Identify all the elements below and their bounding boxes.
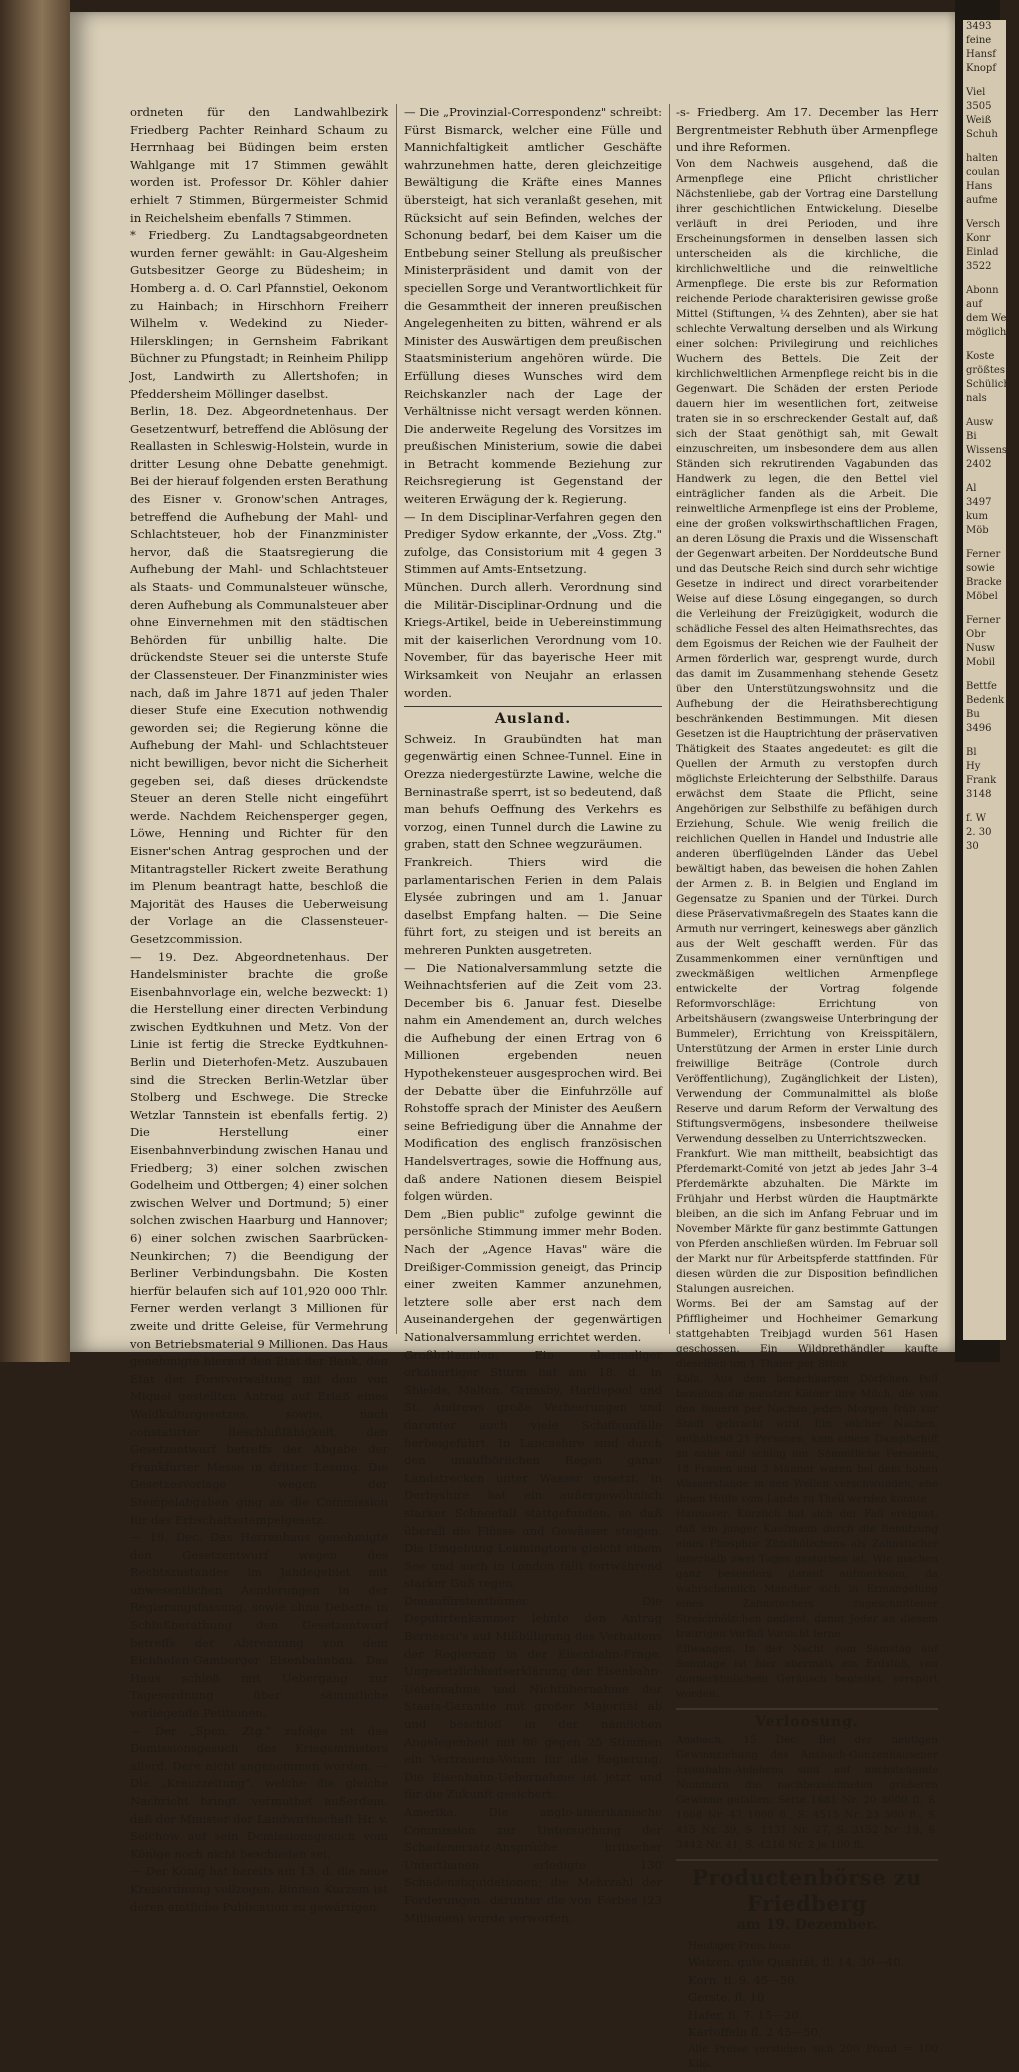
article-paragraph: Frankfurt. Wie man mittheilt, beabsichtigt das Pferdemarkt-Comité von jetzt ab jedes Jahr 3–4 Pferdemärkte abzuhalten. Die Märkte im Frühjahr und Herbst würden die Hauptmärkte bleiben, an die sich im Anfang Februar und im November Märkte für ganz bestimmte Gattungen von Pferden anschließen würden. Im Februar soll der Markt nur für Arbeitspferde stattfinden. Für diesen würden die zur Disposition befindlichen Stalungen ausreichen. bbox=[676, 1147, 938, 1295]
column-2 bbox=[404, 104, 662, 1925]
article-paragraph: — Der „Spen. Ztg." zufolge ist das Demissionsgesuch des Kriegsministers allerd. Dere nicht angenommen worden. — Die „Kreuzzeitung", welche die gleiche Nachricht bringt, vermuthet außerdem, daß der Minister der Landwirthschaft Hr. v. Selchow auf sein Demissionsgesuch vom Könige noch nicht beschieden sei. bbox=[130, 1723, 388, 1861]
adjacent-page-fragment: Bu bbox=[966, 709, 980, 720]
article-paragraph: Dem „Bien public" zufolge gewinnt die persönliche Stimmung immer mehr Boden. Nach der „Agence Havas" wäre die Dreißiger-Commission geneigt, das Princip einer zweiten Kammer anzunehmen, letztere solle aber erst nach dem Auseinandergehen der gegenwärtigen Nationalversammlung errichtet werden. bbox=[404, 1206, 662, 1344]
article-paragraph: * Friedberg. Zu Landtagsabgeordneten wurden ferner gewählt: in Gau-Algesheim Gutsbesitzer George zu Büdesheim; in Homberg a. d. O. Carl Pfannstiel, Oekonom zu Hainbach; in Hirschhorn Freiherr Wilhelm v. Wedekind zu Nieder-Hilersklingen; in Gernsheim Fabrikant Büchner zu Pfungstadt; in Reinheim Philipp Jost, Landwirth zu Allertshofen; in Pfeddersheim Möllinger daselbst. bbox=[130, 228, 388, 401]
adjacent-page-fragment: kum bbox=[966, 511, 988, 522]
adjacent-page-fragment: 3496 bbox=[966, 723, 992, 734]
column-divider bbox=[396, 104, 397, 1334]
adjacent-page-fragment: Abonn bbox=[966, 285, 999, 296]
article-paragraph: Großbritannien. Ein abermaliger orkanartiger Sturm hat am 18. d. in Shields, Malton, Grimsby, Hartlepool und St. Andrews große Verheerungen und darunter auch viele Schiffsunfälle herbeigeführt. In Lancashire sind durch den unaufhörlichen Regen ganze Landstrecken unter Wasser gesetzt, in Derbyshire hat ein außergewöhnlich starker Schneefall stattgefunden, so daß überall die Flüsse und Gewässer steigen. Die Umgebung Leamington's gleicht einem See und auch in London fällt fortwährend starker Guß regen. bbox=[404, 1347, 662, 1591]
column-1 bbox=[130, 104, 388, 1914]
article-paragraph: — Die „Provinzial-Correspondenz" schreibt: Fürst Bismarck, welcher eine Fülle und Mannichfaltigkeit amtlicher Geschäfte wahrzunehmen hatte, deren gleichzeitige Bewältigung die Kräfte eines Mannes übersteigt, hat sich veranlaßt gesehen, mit Rücksicht auf sein Befinden, welches der Schonung bedarf, bei dem Kaiser um die Entbebung seiner Stellung als preußischer Ministerpräsident und damit von der speciellen Sorge und Verantwortlichkeit für die Gesammtheit der inneren preußischen Angelegenheiten zu bitten, während er als Minister des Auswärtigen dem preußischen Staatsministerium angehören würde. Die Erfüllung dieses Wunsches wird dem Reichskanzler nach der Lage der Verhältnisse nicht versagt werden können. Die anderweite Regelung des Vorsitzes im preußischen Ministerium, sowie die dabei in Betracht kommende Beziehung zur Reichsregierung ist Gegenstand der weiteren Erwägung der k. Regierung. bbox=[404, 105, 662, 507]
adjacent-page-fragment: f. W bbox=[966, 813, 986, 824]
adjacent-page-fragment: Weiß bbox=[966, 115, 992, 126]
article-paragraph: — 19. Dez. Abgeordnetenhaus. Der Handelsminister brachte die große Eisenbahnvorlage ein, welche bezweckt: 1) die Herstellung einer directen Verbindung zwischen Eydtkuhnen und Metz. Von der Linie ist fertig die Strecke Eydtkuhnen-Berlin und Dieterhofen-Metz. Auszubauen sind die Strecken Berlin-Wetzlar über Stolberg und Eschwege. Die Strecke Wetzlar Tannstein ist ebenfalls fertig. 2) Die Herstellung einer Eisenbahnverbindung zwischen Hanau und Friedberg; 3) einer solchen zwischen Godelheim und Ottbergen; 4) einer solchen zwischen Welver und Dortmund; 5) einer solchen zwischen Haarburg und Hannover; 6) einer solchen zwischen Saarbrücken-Neunkirchen; 7) die Beendigung der Berliner Verbindungsbahn. Die Kosten hierfür belaufen sich auf 101,920 000 Thlr. Ferner werden verlangt 3 Millionen für zweite und dritte Geleise, für Vermehrung von Betriebsmaterial 9 Millionen. Das Haus genehmigte hierauf den Etat der Bank, den Etat der Forstverwaltung mit dem von Miquel gestellten Antrag auf Erlaß eines Waldkulturgesetzes, sowie, nach constatirter Beschlußfähigkeit, den Gesetzentwurf betreffs der Abgabe der Frankfurter Messe in dritter Lesung. Die Gesetzesvorlage wegen der Stempelabgaben ging an die Commission für das Erbschaftsstempelgesetz. bbox=[130, 949, 388, 1527]
adjacent-page-fragment: feine bbox=[966, 35, 992, 46]
article-paragraph: — 19. Dec. Das Herrenhaus genehmigte den Gesetzentwurf wegen des Rechtszustandes im Jahdegebiet mit unwesentlichen Aenderungen in der Regierungsfassung, sowie ohne Debatte in Schlußberathung den Gesetzentwurf betreffs der Abtrennung von dem Eichhofen-Gamberger Eisenbahnbau. Das Haus schloß mit Uebergang zur Tagesordnung über sämmtliche vorliegende Petitionen. bbox=[130, 1530, 388, 1721]
adjacent-page-fragment: 3522 bbox=[966, 261, 992, 272]
adjacent-page-fragment: Bedenk bbox=[966, 695, 1005, 706]
adjacent-page-fragment: aufme bbox=[966, 195, 998, 206]
adjacent-page-fragment: Nusw bbox=[966, 643, 995, 654]
verloosung-text: Ansbach, 15 Dec. Bei der heutigen Gewinnziehung des Ansbach-Gunzenhausener Eisenbahn-Anlehens sind auf nachstehende Nummern die nachbezeichneten größeren Gewinne gefallen: Serie 1681 Nr. 20 8000 fl. S. 1668 Nr. 47 1000 fl., S. 4515 Nr. 23 500 fl., S. 415 Nr. 39, S. 1131 Nr. 27, S. 3152 Nr. 19, S. 3442 Nr. 41, S. 4216 Nr. 2 je 100 fl. bbox=[676, 1734, 938, 1852]
adjacent-page-fragment: Frank bbox=[966, 775, 997, 786]
boerse-footer: Alle Preise verstehen sich 200 Pfund = 100 Kilo. bbox=[688, 2042, 938, 2070]
boerse-date: am 19. Dezember. bbox=[736, 1917, 878, 1934]
section-divider bbox=[676, 1859, 938, 1861]
adjacent-page-fragment: Ferner bbox=[966, 615, 1001, 626]
adjacent-page-fragment: Konr bbox=[966, 233, 991, 244]
adjacent-page-fragment: Bi bbox=[966, 431, 977, 442]
adjacent-page-fragment: sowie bbox=[966, 563, 995, 574]
price-item: Waizen, gute Qualität, fl. 14. 30—40. bbox=[688, 1954, 905, 1969]
adjacent-page-fragment: 3497 bbox=[966, 497, 992, 508]
adjacent-page-fragment: Obr bbox=[966, 629, 986, 640]
column-divider bbox=[669, 104, 670, 1334]
article-paragraph: — Der König hat bereits am 13. d. die neue Kreisordnung vollzogen. Binnen Kurzem ist deren amtliche Publication zu gewärtigen. bbox=[130, 1864, 388, 1914]
verloosung-heading: Verloosung. bbox=[755, 1713, 859, 1730]
article-paragraph: Frankreich. Thiers wird die parlamentarischen Ferien in dem Palais Elysée zubringen und am 1. Januar daselbst Empfang halten. — Die Seine führt fort, zu steigen und ist bereits an mehreren Punkten ausgetreten. bbox=[404, 854, 662, 957]
adjacent-page-fragment: 30 bbox=[966, 841, 979, 852]
adjacent-page-edge bbox=[955, 0, 1019, 1362]
price-item: Hafer, fl. 7. 15—20. bbox=[688, 2007, 803, 2022]
adjacent-page-fragment: Koste bbox=[966, 351, 995, 362]
article-paragraph: Ellwangen. In der Nacht vom Samstag auf Sonntage ist hier abermals ein Erdstoß, von donnerähnlichem Geräusch begleitet, verspürt worden. bbox=[676, 1642, 938, 1700]
adjacent-page-fragment: coulan bbox=[966, 167, 1000, 178]
article-paragraph: -s- Friedberg. Am 17. December las Herr Bergrentmeister Rebhuth über Armenpflege und ihre Reformen. bbox=[676, 105, 938, 155]
price-item: Kartoffeln fl. 2 45—50. bbox=[688, 2025, 822, 2040]
adjacent-page-fragment: Schuh bbox=[966, 129, 998, 140]
book-spine bbox=[0, 0, 70, 1362]
adjacent-page-fragment: Ausw bbox=[966, 417, 994, 428]
adjacent-page-fragment: auf bbox=[966, 299, 983, 310]
adjacent-page-fragment: Mobil bbox=[966, 657, 996, 668]
newspaper-page bbox=[70, 12, 955, 2070]
price-item: Korn, fl. 9. 45—50. bbox=[688, 1972, 799, 1987]
adjacent-page-fragment: Knopf bbox=[966, 63, 997, 74]
adjacent-page-fragment: 2. 30 bbox=[966, 827, 992, 838]
adjacent-page-fragment: dem Wege bbox=[966, 313, 1019, 324]
article-paragraph: München. Durch allerh. Verordnung sind die Militär-Disciplinar-Ordnung und die Kriegs-Artikel, beide in Uebereinstimmung mit der kaiserlichen Verordnung vom 10. November, für das bayerische Heer mit Wirksamkeit von Neujahr an erlassen worden. bbox=[404, 580, 662, 700]
adjacent-page-fragment: größtes bbox=[966, 365, 1005, 376]
adjacent-page-fragment: Bl bbox=[966, 747, 977, 758]
article-paragraph: Worms. Bei der am Samstag auf der Pfiffligheimer und Hochheimer Gemarkung stattgehabten Treibjagd wurden 561 Hasen geschossen. Ein Wildprethändler kaufte dieselben um 1 Thaler per Stück. bbox=[676, 1297, 938, 1370]
adjacent-page-fragment: Al bbox=[966, 483, 977, 494]
adjacent-page-fragment: Bracke bbox=[966, 577, 1002, 588]
adjacent-page-fragment: 3493 bbox=[966, 21, 992, 32]
adjacent-page-fragment: Bettfe bbox=[966, 681, 997, 692]
article-paragraph: Berlin, 18. Dez. Abgeordnetenhaus. Der Gesetzentwurf, betreffend die Ablösung der Reallasten in Schleswig-Holstein, wurde in dritter Lesung ohne Debatte genehmigt. Bei der hierauf folgenden ersten Berathung des Eisner v. Gronow'schen Antrages, betreffend die Aufhebung der Mahl- und Schlachtsteuer, hob der Finanzminister hervor, daß die Staatsregierung die Aufhebung der Mahl- und Schlachtsteuer als Staats- und Communalsteuer wünsche, deren Aufhebung als Communalsteuer aber ohne Einvernehmen mit den städtischen Behörden für unbillig halte. Die drückendste Steuer sei die unterste Stufe der Classensteuer. Der Finanzminister wies nach, daß im Jahre 1871 auf jeden Thaler dieser Stufe eine Execution nothwendig geworden sei; die Regierung könne die Aufhebung der Mahl- und Schlachtsteuer nicht bewilligen, bevor nicht die Sicherheit gegeben sei, daß dieses drückendste Steuer an deren Stelle nicht eingeführt werde. Nachdem Reichensperger gegen, Löwe, Henning und Richter für den Eisner'schen Antrag gesprochen und der Mitantragsteller Rickert zweite Berathung im Plenum beantragt hatte, beschloß die Majorität des Hauses die Ueberweisung der Vorlage an die Classensteuer-Gesetzcommission. bbox=[130, 404, 388, 946]
adjacent-page-fragment: Hy bbox=[966, 761, 981, 772]
adjacent-page-fragment: Hansf bbox=[966, 49, 996, 60]
adjacent-page-fragment: halten bbox=[966, 153, 998, 164]
adjacent-page-fragment: möglich bbox=[966, 327, 1007, 338]
article-paragraph: Amerika. Die anglo-amerikanische Commission zur Untersuchung der Schadenersatz-Ansprüche britischer Unterthanen erledigte 130 Schadensliquidationen; die Mehrzahl der Forderungen, darunter die von Forbes (23 Millionen) wurde verworfen. bbox=[404, 1805, 662, 1925]
adjacent-page-fragment: 3505 bbox=[966, 101, 992, 112]
adjacent-page-fragments bbox=[963, 20, 1019, 1340]
article-paragraph: — In dem Disciplinar-Verfahren gegen den Prediger Sydow erkannte, der „Voss. Ztg." zufolge, das Consistorium mit 4 gegen 3 Stimmen auf Amts-Entsetzung. bbox=[404, 509, 662, 577]
boerse-title: Productenbörse zu Friedberg bbox=[692, 1865, 922, 1917]
article-paragraph: Donaufürstenthümer. Die Deputirtenkammer lehnte den Antrag Bernescu's auf Mißbilligung des Verhaltens der Regierung in der Eisenbahn-Frage, Ungesetzlichkeitserklärung der Eisenbahn-Uebernahme und Nichtübernahme der Staats-Garantie mit großer Majorität ab und beschloß in der nämlichen Angelegenheit mit 86 gegen 25 Stimmen ein Vertrauens-Votum für die Regierung. Die Eisenbahn-Uebernahme ist jetzt und für die Zukunft gesichert. bbox=[404, 1593, 662, 1802]
adjacent-page-fragment: 3148 bbox=[966, 789, 992, 800]
adjacent-page-fragment: Ferner bbox=[966, 549, 1001, 560]
article-paragraph: — Die Nationalversammlung setzte die Weihnachtsferien auf die Zeit vom 23. December bis 6. Januar fest. Dieselbe nahm ein Amendement an, durch welches die Aufhebung der einen Ertrag von 6 Millionen ergebenden neuen Hypothekensteuer ausgesprochen wird. Bei der Debatte über die Einfuhrzölle auf Rohstoffe sprach der Minister des Aeußern seine Befriedigung über die Annahme der Modification des englisch französischen Handelsvertrages, sowie die Hoffnung aus, daß andere Nationen diesem Beispiel folgen würden. bbox=[404, 960, 662, 1204]
adjacent-page-fragment: nals bbox=[966, 393, 987, 404]
adjacent-page-fragment: Versch bbox=[966, 219, 1001, 230]
column-3 bbox=[676, 104, 938, 2070]
article-paragraph: Köln. Aus dem benachbarten Dörfchen Poll beziehen die meisten Kölner ihre Milch, die von den Bauern per Nachen jeden Morgen früh zur Stadt gebracht wird. Ein solcher Nachen, enthaltend 21 Personen, kam einem Dampfschiff zu nahe und schlug um. Sämmtliche Personen, 18 Frauen und 3 Männer waren bei dem hohen Wasserstande in den Wellen verschwunden, ehe ihnen Hülfe vom Lande zu Theil werden konnte. bbox=[676, 1372, 938, 1505]
adjacent-page-fragment: Schülich bbox=[966, 379, 1010, 390]
section-divider bbox=[676, 1708, 938, 1710]
adjacent-page-fragment: Viel bbox=[966, 87, 986, 98]
adjacent-page-fragment: Einlad bbox=[966, 247, 999, 258]
adjacent-page-fragment: Möbel bbox=[966, 591, 998, 602]
adjacent-page-fragment: Möb bbox=[966, 525, 989, 536]
adjacent-page-fragment: Hans bbox=[966, 181, 993, 192]
article-paragraph: Schweiz. In Graubündten hat man gegenwärtig einen Schnee-Tunnel. Eine in Orezza niedergestürzte Lawine, welche die Berninastraße sperrt, ist so bedeutend, daß man behufs Oeffnung des Verkehrs es vorzog, einen Tunnel durch die Lawine zu graben, statt den Schnee wegzuräumen. bbox=[404, 731, 662, 852]
adjacent-page-fragment: Wissensch bbox=[966, 445, 1019, 456]
adjacent-page-fragment: 2402 bbox=[966, 459, 992, 470]
article-paragraph: ordneten für den Landwahlbezirk Friedberg Pachter Reinhard Schaum zu Herrnhaag bei Büdingen beim ersten Wahlgange mit 17 Stimmen gewählt worden ist. Professor Dr. Köhler dahier erhielt 7 Stimmen, Bürgermeister Schmid in Reichelsheim ebenfalls 7 Stimmen. bbox=[130, 105, 388, 225]
ausland-heading: Ausland. bbox=[494, 711, 572, 728]
article-paragraph: Hannover. Kürzlich hat sich der Fall ereignet, daß ein junger Kaufmann durch die Benutzung eines Phosphor Zündhölzchens als Zahnstocher innerhalb zwei Tagen gestorben ist. Wie machen ganz besonders darauf aufmerksam, da wahrscheinlich Mancher sich in Ermangelung eines Zahnstochers zugeschnittener Streichhölzchen bedient, damit Jeder an diesem traurigen Vorfall Vorsicht lerne. bbox=[676, 1507, 938, 1640]
article-paragraph: Von dem Nachweis ausgehend, daß die Armenpflege eine Pflicht christlicher Nächstenliebe, gab der Vortrag eine Darstellung ihrer geschichtlichen Entwickelung. Dieselbe verläuft in drei Perioden, und ihre Erscheinungsformen in denselben lassen sich unterscheiden als die kirchliche, die kirchlichweltliche und die reinweltliche Armenpflege. Die erste bis zur Reformation reichende Periode charakterisiren gewisse große Mittel (Stiftungen, ¼ des Zehnten), aber sie hat schlechte Verwaltung derselben und als Wirkung einer solchen: Privilegirung und reichliches Wuchern des Bettels. Die Zeit der kirchlichweltlichen Armenpflege reicht bis in die Gegenwart. Die Schäden der ersten Periode dauern hier im wesentlichen fort, zeitweise traten sie in so erschreckender Gestalt auf, daß sich der Staat genöthigt sah, mit Gewalt einzuschreiten, um insbesondere dem aus allen Ständen sich rekrutirenden Vagabunden das Handwerk zu legen, die den Bettel viel einträglicher fanden als die Arbeit. Die reinweltliche Armenpflege ist eins der Probleme, eine der großen volkswirthschaftlichen Fragen, an deren Lösung die Praxis und die Wissenschaft der Gegenwart arbeiten. Der Norddeutsche Bund und das Deutsche Reich sind durch sehr wichtige Gesetze in indirect und direct vorarbeitender Weise auf diese Lösung eingegangen, so durch die Verleihung der Freizügigkeit, wodurch die schädliche Fessel des alten Heimathsrechtes, das dem Egoismus der Reichen wie der Faulheit der Armen förderlich war, gesprengt wurde, durch das damit im Zusammenhang stehende Gesetz über den Unterstützungswohnsitz und die Aufhebung der die Heirathsberechtigung beschränkenden Bestimmungen. Mit diesen Gesetzen ist die Hauptrichtung der präservativen Thätigkeit des Staates angedeutet: es gilt die Quellen der Armuth zu verstopfen durch möglichste Erleichterung der Selbsthilfe. Daraus erwächst dem Staate die Pflicht, seine Angehörigen zur Selbsthilfe zu befähigen durch Erziehung, Schule. Wie wenig freilich die reichlichen Quellen in Handel und Industrie alle anderen überflügelnden Länder das Uebel bewältigt haben, das beweisen die hohen Zahlen der Armen z. B. in Belgien und England im Gegensatze zu Spanien und der Türkei. Durch diese Präservativmaßregeln des Staates kann die Armuth nur verringert, keineswegs aber gänzlich aus der Welt geschafft werden. Für das Zusammenkommen einer vernünftigen und zweckmäßigen weltlichen Armenpflege entwickelte der Vortrag folgende Reformvorschläge: Errichtung von Arbeitshäusern (zwangsweise Unterbringung der Bummeler), Errichtung von Kreisspitälern, Unterstützung der Armen in erster Linie durch freiwillige Beiträge (Controle durch Veröffentlichung), Zugänglichkeit der Listen), Verwendung der Communalmittel als bloße Reserve und darum Reform der Verwaltung des Stiftungsvermögens, insbesondere theilweise Verwendung desselben zu Unterrichtszwecken. bbox=[676, 157, 938, 1145]
section-divider bbox=[404, 706, 662, 707]
boerse-intro: Heutiger Preis loco bbox=[688, 1939, 791, 1952]
price-item: Gerste, fl. 10 bbox=[688, 1990, 765, 2005]
